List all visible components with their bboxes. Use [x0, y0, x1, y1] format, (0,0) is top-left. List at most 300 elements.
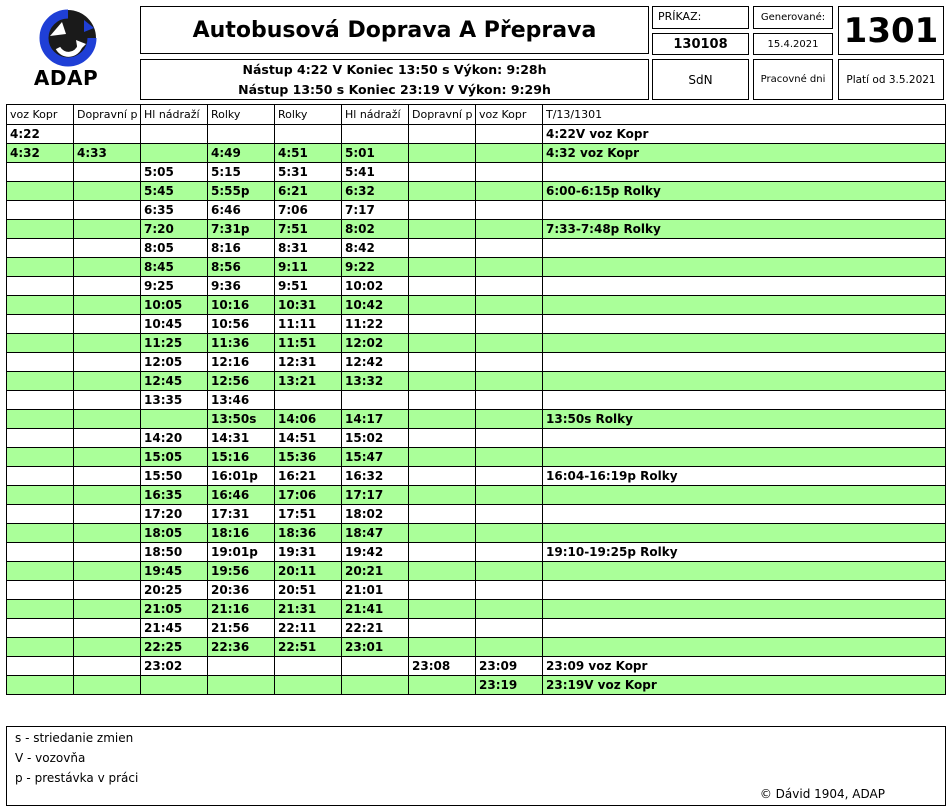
table-cell — [476, 125, 543, 144]
table-cell: 8:45 — [141, 258, 208, 277]
table-cell — [476, 467, 543, 486]
table-cell — [7, 543, 74, 562]
table-cell — [409, 315, 476, 334]
shift-line-1: Nástup 4:22 V Koniec 13:50 s Výkon: 9:28h — [242, 61, 547, 77]
table-cell — [409, 467, 476, 486]
table-cell — [7, 600, 74, 619]
table-cell: 11:22 — [342, 315, 409, 334]
table-cell: 11:51 — [275, 334, 342, 353]
table-cell — [476, 182, 543, 201]
table-cell — [7, 353, 74, 372]
table-cell — [476, 277, 543, 296]
table-cell — [476, 144, 543, 163]
table-cell: 14:17 — [342, 410, 409, 429]
table-cell — [7, 581, 74, 600]
table-cell — [7, 562, 74, 581]
table-cell: 4:32 — [7, 144, 74, 163]
table-cell — [7, 448, 74, 467]
table-cell: 10:16 — [208, 296, 275, 315]
table-cell: 6:21 — [275, 182, 342, 201]
table-row — [7, 125, 946, 144]
table-cell: 5:31 — [275, 163, 342, 182]
table-cell — [7, 239, 74, 258]
table-cell — [7, 258, 74, 277]
column-header: Rolky — [275, 105, 342, 125]
table-cell — [141, 410, 208, 429]
duty-number: 1301 — [838, 6, 944, 55]
table-row — [7, 353, 946, 372]
table-cell — [74, 220, 141, 239]
order-number: 130108 — [652, 33, 749, 55]
table-cell: 20:25 — [141, 581, 208, 600]
table-cell: 7:17 — [342, 201, 409, 220]
table-cell — [409, 372, 476, 391]
table-cell — [543, 201, 946, 220]
shift-summary — [140, 59, 649, 100]
table-cell — [7, 524, 74, 543]
table-cell — [543, 353, 946, 372]
table-cell — [74, 125, 141, 144]
table-cell — [74, 562, 141, 581]
table-cell: 5:01 — [342, 144, 409, 163]
table-cell: 13:21 — [275, 372, 342, 391]
table-cell — [409, 334, 476, 353]
table-cell — [543, 163, 946, 182]
table-cell: 4:49 — [208, 144, 275, 163]
table-cell — [141, 144, 208, 163]
table-cell — [476, 239, 543, 258]
table-cell: 15:50 — [141, 467, 208, 486]
table-cell — [7, 619, 74, 638]
table-cell — [409, 600, 476, 619]
table-cell: 12:45 — [141, 372, 208, 391]
table-cell: 23:19 — [476, 676, 543, 695]
table-cell: 10:56 — [208, 315, 275, 334]
table-cell: 21:16 — [208, 600, 275, 619]
table-cell: 4:33 — [74, 144, 141, 163]
table-cell — [543, 524, 946, 543]
table-cell: 13:50s — [208, 410, 275, 429]
table-cell — [543, 581, 946, 600]
table-row — [7, 581, 946, 600]
table-cell: 16:04-16:19p Rolky — [543, 467, 946, 486]
table-cell — [74, 239, 141, 258]
table-cell: 5:15 — [208, 163, 275, 182]
table-cell: 6:46 — [208, 201, 275, 220]
table-cell: 8:31 — [275, 239, 342, 258]
table-cell: 4:22V voz Kopr — [543, 125, 946, 144]
table-cell: 5:55p — [208, 182, 275, 201]
table-cell — [7, 410, 74, 429]
table-cell — [74, 258, 141, 277]
table-cell — [543, 448, 946, 467]
table-cell — [275, 676, 342, 695]
table-cell: 9:36 — [208, 277, 275, 296]
legend — [6, 726, 946, 806]
table-cell — [543, 372, 946, 391]
table-cell: 4:22 — [7, 125, 74, 144]
table-row — [7, 543, 946, 562]
table-cell — [7, 334, 74, 353]
table-cell: 15:05 — [141, 448, 208, 467]
table-cell: 17:51 — [275, 505, 342, 524]
table-cell — [543, 429, 946, 448]
table-cell — [208, 125, 275, 144]
table-cell: 9:11 — [275, 258, 342, 277]
table-cell — [409, 182, 476, 201]
generated-date: 15.4.2021 — [753, 33, 833, 55]
table-cell: 22:21 — [342, 619, 409, 638]
table-cell — [74, 163, 141, 182]
table-cell: 17:17 — [342, 486, 409, 505]
table-cell — [476, 201, 543, 220]
table-cell — [74, 467, 141, 486]
table-cell — [543, 277, 946, 296]
table-cell — [409, 410, 476, 429]
table-cell — [7, 315, 74, 334]
table-cell: 16:21 — [275, 467, 342, 486]
table-row — [7, 258, 946, 277]
table-cell — [74, 505, 141, 524]
table-row — [7, 144, 946, 163]
table-cell: 19:45 — [141, 562, 208, 581]
table-row — [7, 239, 946, 258]
table-cell — [275, 125, 342, 144]
table-cell: 18:05 — [141, 524, 208, 543]
table-cell: 8:16 — [208, 239, 275, 258]
table-cell — [409, 201, 476, 220]
table-cell: 18:36 — [275, 524, 342, 543]
table-cell — [7, 429, 74, 448]
table-cell: 23:09 voz Kopr — [543, 657, 946, 676]
table-row — [7, 562, 946, 581]
table-cell: 7:33-7:48p Rolky — [543, 220, 946, 239]
table-cell: 9:25 — [141, 277, 208, 296]
table-cell — [409, 676, 476, 695]
table-cell — [409, 391, 476, 410]
table-cell: 13:46 — [208, 391, 275, 410]
table-cell: 18:47 — [342, 524, 409, 543]
shift-line-2: Nástup 13:50 s Koniec 23:19 V Výkon: 9:29h — [238, 81, 551, 97]
table-cell — [275, 657, 342, 676]
table-row — [7, 315, 946, 334]
table-cell: 21:41 — [342, 600, 409, 619]
table-cell — [7, 163, 74, 182]
table-cell — [543, 391, 946, 410]
table-cell — [476, 638, 543, 657]
column-header: voz Kopr — [476, 105, 543, 125]
table-cell: 10:05 — [141, 296, 208, 315]
table-cell: 13:50s Rolky — [543, 410, 946, 429]
table-row — [7, 391, 946, 410]
table-cell: 13:32 — [342, 372, 409, 391]
table-cell — [74, 277, 141, 296]
page-title: Autobusová Doprava A Přeprava — [140, 6, 649, 54]
table-cell: 19:01p — [208, 543, 275, 562]
table-cell: 17:06 — [275, 486, 342, 505]
table-row — [7, 676, 946, 695]
table-cell: 8:05 — [141, 239, 208, 258]
table-cell: 4:32 voz Kopr — [543, 144, 946, 163]
table-cell — [141, 125, 208, 144]
table-cell — [208, 676, 275, 695]
table-cell — [476, 524, 543, 543]
table-cell — [543, 315, 946, 334]
table-cell: 12:16 — [208, 353, 275, 372]
table-cell — [74, 657, 141, 676]
duty-code: SdN — [652, 59, 749, 100]
column-header: Dopravní p — [409, 105, 476, 125]
table-cell: 12:05 — [141, 353, 208, 372]
table-cell: 22:51 — [275, 638, 342, 657]
table-cell — [74, 391, 141, 410]
table-cell — [476, 600, 543, 619]
table-cell — [74, 543, 141, 562]
table-cell: 15:02 — [342, 429, 409, 448]
table-cell — [543, 486, 946, 505]
table-cell: 9:51 — [275, 277, 342, 296]
table-cell: 21:45 — [141, 619, 208, 638]
table-cell — [476, 410, 543, 429]
table-cell: 20:21 — [342, 562, 409, 581]
table-cell — [74, 638, 141, 657]
table-cell: 7:06 — [275, 201, 342, 220]
table-cell — [74, 410, 141, 429]
table-cell — [409, 258, 476, 277]
table-cell: 23:19V voz Kopr — [543, 676, 946, 695]
table-cell — [74, 448, 141, 467]
table-cell — [74, 676, 141, 695]
table-cell — [7, 657, 74, 676]
table-row — [7, 372, 946, 391]
table-cell: 11:36 — [208, 334, 275, 353]
table-cell: 19:56 — [208, 562, 275, 581]
table-cell: 18:16 — [208, 524, 275, 543]
table-cell — [476, 258, 543, 277]
table-cell — [543, 296, 946, 315]
schedule-table — [6, 104, 946, 695]
table-cell: 21:01 — [342, 581, 409, 600]
table-cell: 18:02 — [342, 505, 409, 524]
table-cell: 16:32 — [342, 467, 409, 486]
table-cell: 14:06 — [275, 410, 342, 429]
table-row — [7, 201, 946, 220]
table-cell — [7, 505, 74, 524]
table-cell — [74, 315, 141, 334]
table-cell — [7, 220, 74, 239]
table-row — [7, 505, 946, 524]
table-cell: 21:56 — [208, 619, 275, 638]
table-cell — [543, 334, 946, 353]
table-cell: 10:02 — [342, 277, 409, 296]
table-cell — [409, 486, 476, 505]
table-cell — [476, 372, 543, 391]
table-cell: 6:32 — [342, 182, 409, 201]
table-cell: 23:08 — [409, 657, 476, 676]
table-cell: 14:51 — [275, 429, 342, 448]
table-cell: 23:02 — [141, 657, 208, 676]
table-cell — [74, 334, 141, 353]
column-header: Hl nádraží — [342, 105, 409, 125]
table-row — [7, 163, 946, 182]
table-cell: 6:00-6:15p Rolky — [543, 182, 946, 201]
table-cell — [409, 296, 476, 315]
column-header: voz Kopr — [7, 105, 74, 125]
table-row — [7, 220, 946, 239]
table-cell — [409, 619, 476, 638]
table-cell: 12:56 — [208, 372, 275, 391]
table-cell — [409, 638, 476, 657]
generated-label: Generované: — [753, 6, 833, 29]
table-row — [7, 182, 946, 201]
table-cell: 23:01 — [342, 638, 409, 657]
table-cell — [476, 562, 543, 581]
table-row — [7, 638, 946, 657]
table-cell — [543, 505, 946, 524]
table-cell — [208, 657, 275, 676]
table-cell — [476, 353, 543, 372]
table-cell — [476, 429, 543, 448]
operating-days: Pracovné dni — [753, 59, 833, 100]
table-cell — [476, 486, 543, 505]
table-cell: 17:31 — [208, 505, 275, 524]
table-cell: 21:31 — [275, 600, 342, 619]
table-cell: 4:51 — [275, 144, 342, 163]
table-cell — [74, 524, 141, 543]
table-cell: 10:42 — [342, 296, 409, 315]
table-cell — [342, 125, 409, 144]
table-cell — [409, 163, 476, 182]
table-cell: 16:01p — [208, 467, 275, 486]
table-cell: 8:42 — [342, 239, 409, 258]
table-cell — [141, 676, 208, 695]
table-cell: 8:02 — [342, 220, 409, 239]
table-cell: 12:02 — [342, 334, 409, 353]
table-cell — [409, 353, 476, 372]
table-cell: 11:11 — [275, 315, 342, 334]
table-cell: 22:36 — [208, 638, 275, 657]
table-cell — [409, 125, 476, 144]
table-cell — [74, 201, 141, 220]
table-row — [7, 486, 946, 505]
table-cell — [74, 486, 141, 505]
table-cell: 18:50 — [141, 543, 208, 562]
table-cell: 12:31 — [275, 353, 342, 372]
table-cell — [409, 448, 476, 467]
table-cell: 8:56 — [208, 258, 275, 277]
table-cell — [476, 391, 543, 410]
table-row — [7, 467, 946, 486]
table-cell — [543, 239, 946, 258]
table-cell — [7, 638, 74, 657]
table-cell: 13:35 — [141, 391, 208, 410]
column-header: T/13/1301 — [543, 105, 946, 125]
table-cell — [409, 239, 476, 258]
table-cell: 16:46 — [208, 486, 275, 505]
table-header-row — [7, 105, 946, 125]
legend-item-v: V - vozovňa — [15, 751, 86, 765]
table-row — [7, 277, 946, 296]
table-cell: 20:36 — [208, 581, 275, 600]
table-cell — [74, 182, 141, 201]
table-row — [7, 600, 946, 619]
table-cell — [476, 220, 543, 239]
table-row — [7, 448, 946, 467]
legend-item-p: p - prestávka v práci — [15, 771, 139, 785]
table-cell — [476, 315, 543, 334]
table-cell — [342, 676, 409, 695]
table-cell — [409, 429, 476, 448]
table-cell: 22:25 — [141, 638, 208, 657]
table-cell — [476, 163, 543, 182]
table-row — [7, 619, 946, 638]
table-cell — [342, 391, 409, 410]
table-cell — [7, 182, 74, 201]
table-cell — [74, 372, 141, 391]
column-header: Rolky — [208, 105, 275, 125]
table-row — [7, 410, 946, 429]
table-cell — [476, 505, 543, 524]
valid-from: Platí od 3.5.2021 — [838, 59, 944, 100]
table-cell — [7, 676, 74, 695]
table-row — [7, 657, 946, 676]
table-row — [7, 429, 946, 448]
table-cell — [543, 638, 946, 657]
table-cell — [275, 391, 342, 410]
table-cell: 5:45 — [141, 182, 208, 201]
table-cell — [476, 334, 543, 353]
table-cell: 15:47 — [342, 448, 409, 467]
table-cell — [476, 296, 543, 315]
table-cell — [476, 619, 543, 638]
table-cell — [543, 258, 946, 277]
logo-text: ADAP — [33, 66, 99, 90]
table-cell: 10:31 — [275, 296, 342, 315]
copyright: © Dávid 1904, ADAP — [759, 787, 885, 801]
table-cell — [74, 353, 141, 372]
table-cell — [7, 296, 74, 315]
table-cell: 20:51 — [275, 581, 342, 600]
table-cell: 11:25 — [141, 334, 208, 353]
table-cell: 10:45 — [141, 315, 208, 334]
table-cell: 15:36 — [275, 448, 342, 467]
table-cell: 19:42 — [342, 543, 409, 562]
table-cell — [476, 581, 543, 600]
table-cell: 7:20 — [141, 220, 208, 239]
table-cell: 22:11 — [275, 619, 342, 638]
table-cell — [543, 619, 946, 638]
table-cell: 21:05 — [141, 600, 208, 619]
table-cell — [7, 486, 74, 505]
table-cell — [409, 581, 476, 600]
column-header: Hl nádraží — [141, 105, 208, 125]
table-cell — [7, 467, 74, 486]
table-cell — [74, 619, 141, 638]
table-cell: 9:22 — [342, 258, 409, 277]
table-cell — [342, 657, 409, 676]
table-cell — [543, 562, 946, 581]
table-cell: 17:20 — [141, 505, 208, 524]
table-cell: 23:09 — [476, 657, 543, 676]
table-cell: 5:05 — [141, 163, 208, 182]
table-cell — [7, 391, 74, 410]
table-cell — [74, 600, 141, 619]
table-cell — [543, 600, 946, 619]
table-cell: 14:31 — [208, 429, 275, 448]
table-row — [7, 296, 946, 315]
table-cell: 19:31 — [275, 543, 342, 562]
table-cell: 7:31p — [208, 220, 275, 239]
